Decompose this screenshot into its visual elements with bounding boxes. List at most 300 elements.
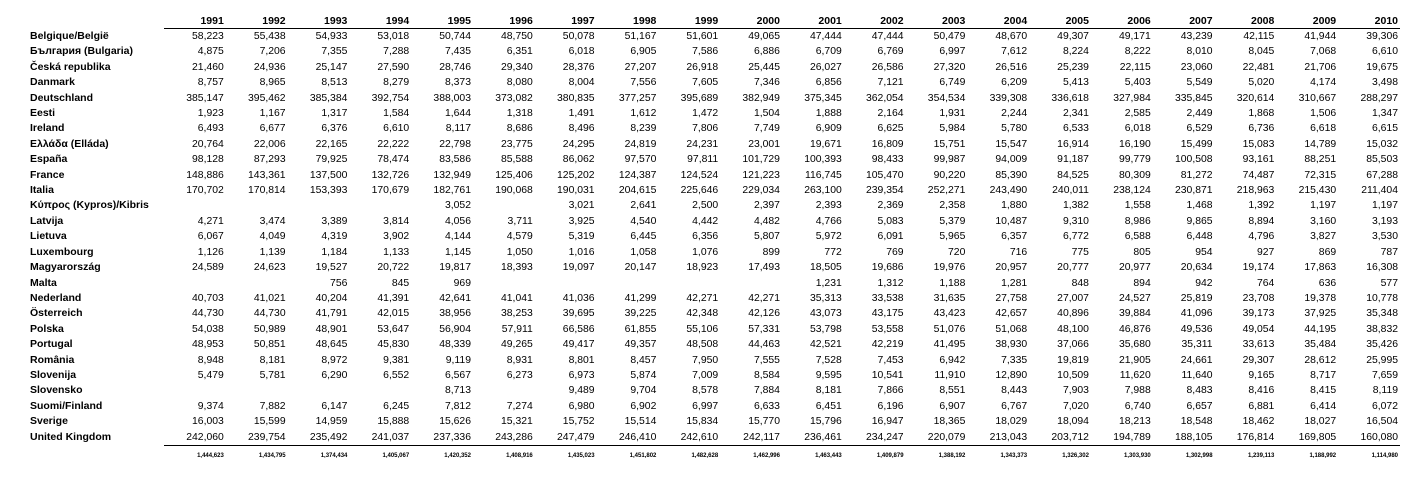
table-cell: 9,489	[568, 385, 595, 397]
table-cell: 50,078	[562, 31, 595, 42]
table-cell: 1,318	[506, 108, 533, 120]
table-cell: 787	[1380, 246, 1398, 258]
table-cell: 239,354	[866, 185, 904, 197]
table-cell: 241,037	[371, 431, 410, 443]
year-header: 2003	[906, 14, 968, 29]
country-name: Slovensko	[30, 384, 83, 397]
table-cell: 7,586	[692, 46, 719, 58]
table-cell: 15,796	[809, 416, 842, 428]
table-cell: 2,358	[939, 200, 966, 212]
table-cell: 15,547	[995, 138, 1028, 150]
table-cell: 16,947	[871, 416, 904, 428]
table-cell: 100,393	[804, 154, 842, 166]
table-cell: 6,625	[877, 123, 904, 135]
table-cell: 33,538	[871, 292, 904, 304]
table-cell: 11,620	[1119, 369, 1151, 381]
table-cell: 220,079	[927, 431, 966, 443]
table-cell: 8,801	[568, 354, 595, 366]
table-cell: 8,239	[630, 123, 657, 135]
table-cell: 764	[1257, 277, 1275, 289]
table-cell: 6,769	[877, 46, 904, 58]
table-cell: 3,902	[383, 231, 410, 243]
table-cell: 373,082	[495, 92, 533, 104]
year-header: 2009	[1276, 14, 1338, 29]
table-cell: 6,196	[877, 400, 904, 412]
table-cell: 31,635	[933, 292, 966, 304]
table-cell: 7,335	[1001, 354, 1028, 366]
table-cell: 27,207	[624, 61, 657, 73]
total-cell: 1,451,802	[597, 445, 659, 466]
table-cell: 1,931	[939, 108, 966, 120]
table-cell: 51,068	[995, 323, 1028, 335]
country-name: Ελλάδα (Elláda)	[30, 137, 109, 150]
table-cell: 5,479	[197, 369, 224, 381]
table-cell: 45,830	[377, 339, 410, 351]
table-cell: 8,513	[321, 77, 348, 89]
table-cell: 382,949	[742, 92, 780, 104]
table-cell: 954	[1195, 246, 1213, 258]
year-header: 2005	[1029, 14, 1091, 29]
country-name: България (Bulgaria)	[30, 45, 134, 58]
year-header: 1999	[658, 14, 720, 29]
table-cell: 19,378	[1304, 292, 1337, 304]
table-cell: 1,188	[939, 277, 966, 289]
total-cell: 1,409,879	[844, 445, 906, 466]
table-cell: 8,415	[1310, 385, 1337, 397]
table-cell: 3,193	[1371, 215, 1398, 227]
table-row	[30, 245, 1400, 260]
table-cell: 845	[391, 277, 410, 289]
table-cell: 16,809	[871, 138, 904, 150]
table-cell: 98,433	[871, 154, 904, 166]
table-cell: 143,361	[248, 169, 286, 181]
table-cell: 6,018	[568, 46, 595, 58]
table-cell: 18,393	[501, 262, 533, 274]
table-cell: 85,390	[995, 169, 1028, 181]
table-cell: 3,052	[444, 200, 471, 212]
table-cell: 121,223	[742, 169, 780, 181]
table-cell: 385,147	[186, 92, 224, 104]
country-name: Česká republika	[30, 60, 111, 73]
table-cell: 50,479	[933, 31, 966, 42]
table-cell: 8,457	[630, 354, 657, 366]
year-header: 2000	[720, 14, 782, 29]
table-cell: 39,306	[1366, 31, 1398, 42]
table-cell: 22,165	[315, 138, 348, 150]
table-cell: 288,297	[1360, 92, 1398, 104]
table-cell: 83,586	[439, 154, 471, 166]
table-cell: 8,972	[321, 354, 348, 366]
table-cell: 39,173	[1242, 308, 1275, 320]
table-cell: 6,290	[321, 369, 348, 381]
table-cell: 49,417	[562, 339, 595, 351]
table-cell: 78,474	[377, 154, 410, 166]
table-cell	[226, 198, 288, 213]
table-row	[30, 183, 1400, 198]
table-cell: 15,834	[686, 416, 719, 428]
year-header: 2004	[967, 14, 1029, 29]
table-cell: 19,819	[1057, 354, 1089, 366]
table-cell: 24,661	[1180, 354, 1213, 366]
table-row	[30, 44, 1400, 59]
table-cell: 43,073	[809, 308, 842, 320]
table-cell: 44,463	[748, 339, 780, 351]
country-name: Österreich	[30, 307, 83, 320]
table-cell: 3,474	[259, 215, 286, 227]
table-cell: 85,503	[1366, 154, 1398, 166]
table-cell: 6,618	[1310, 123, 1337, 135]
table-cell: 7,121	[877, 77, 904, 89]
table-cell: 942	[1195, 277, 1213, 289]
table-cell: 7,903	[1062, 385, 1089, 397]
table-cell: 3,925	[568, 215, 595, 227]
table-cell: 20,147	[624, 262, 657, 274]
table-cell: 49,171	[1118, 31, 1151, 42]
table-cell: 39,695	[562, 308, 595, 320]
table-cell: 1,281	[1001, 277, 1028, 289]
table-cell: 1,139	[259, 246, 286, 258]
table-cell: 26,918	[686, 61, 719, 73]
total-cell: 1,302,998	[1153, 445, 1215, 466]
table-cell: 101,729	[742, 154, 780, 166]
table-cell: 35,348	[1366, 308, 1398, 320]
table-cell: 58,223	[192, 31, 224, 42]
table-cell: 335,845	[1174, 92, 1213, 104]
table-cell: 6,529	[1186, 123, 1213, 135]
table-row	[30, 137, 1400, 152]
table-cell	[226, 276, 288, 291]
table-cell: 243,490	[989, 185, 1028, 197]
table-cell: 19,097	[562, 262, 595, 274]
table-cell: 18,462	[1242, 416, 1275, 428]
table-cell: 160,080	[1360, 431, 1398, 443]
table-cell: 99,779	[1118, 154, 1151, 166]
table-cell: 6,881	[1248, 400, 1275, 412]
table-cell: 6,147	[321, 400, 348, 412]
table-cell: 93,161	[1242, 154, 1275, 166]
table-cell: 20,764	[192, 138, 224, 150]
table-cell: 6,902	[630, 400, 657, 412]
table-cell: 6,072	[1371, 400, 1398, 412]
table-cell: 48,508	[686, 339, 719, 351]
country-name: Ireland	[30, 122, 65, 135]
year-header: 1997	[535, 14, 597, 29]
table-cell: 53,647	[377, 323, 410, 335]
country-name: Italia	[30, 184, 54, 197]
table-cell: 91,187	[1057, 154, 1089, 166]
table-cell: 17,493	[748, 262, 780, 274]
table-cell: 19,686	[871, 262, 904, 274]
table-cell	[164, 198, 226, 213]
table-cell: 203,712	[1051, 431, 1089, 443]
table-cell: 8,010	[1186, 46, 1213, 58]
table-row	[30, 229, 1400, 244]
table-cell: 1,468	[1186, 200, 1213, 212]
table-cell: 24,527	[1118, 292, 1151, 304]
table-cell: 6,980	[568, 400, 595, 412]
table-cell	[473, 276, 535, 291]
table-cell: 51,601	[686, 31, 719, 42]
table-cell: 2,449	[1186, 108, 1213, 120]
table-cell: 39,225	[624, 308, 657, 320]
table-cell: 4,319	[321, 231, 348, 243]
table-cell: 213,043	[989, 431, 1028, 443]
table-cell: 18,094	[1057, 416, 1089, 428]
table-cell: 4,056	[444, 215, 471, 227]
table-cell: 6,209	[1001, 77, 1028, 89]
table-cell: 8,119	[1372, 385, 1398, 397]
table-cell: 125,202	[557, 169, 595, 181]
table-cell: 6,886	[753, 46, 780, 58]
table-cell: 15,321	[501, 416, 533, 428]
table-cell: 10,509	[1057, 369, 1089, 381]
table-cell: 1,558	[1124, 200, 1151, 212]
table-cell: 6,767	[1001, 400, 1028, 412]
table-cell: 16,504	[1366, 416, 1398, 428]
table-cell: 3,530	[1371, 231, 1398, 243]
table-row	[30, 276, 1400, 291]
table-cell: 235,492	[309, 431, 348, 443]
table-cell: 26,586	[871, 61, 904, 73]
table-cell	[288, 198, 350, 213]
table-cell: 1,167	[259, 108, 286, 120]
table-cell: 50,744	[439, 31, 471, 42]
table-cell: 10,778	[1366, 292, 1398, 304]
total-cell: 1,408,916	[473, 445, 535, 466]
table-cell: 7,988	[1124, 385, 1151, 397]
table-cell: 4,540	[630, 215, 657, 227]
table-cell: 6,567	[444, 369, 471, 381]
table-cell: 38,956	[439, 308, 471, 320]
table-row	[30, 383, 1400, 398]
table-cell: 125,406	[495, 169, 533, 181]
total-cell: 1,434,795	[226, 445, 288, 466]
total-cell: 1,388,192	[906, 445, 968, 466]
table-cell: 362,054	[866, 92, 904, 104]
table-cell: 263,100	[804, 185, 842, 197]
country-name: Eesti	[30, 107, 56, 120]
table-cell: 1,058	[630, 246, 657, 258]
table-row	[30, 260, 1400, 275]
table-cell: 6,493	[197, 123, 224, 135]
table-cell: 15,514	[624, 416, 657, 428]
table-cell: 41,036	[562, 292, 595, 304]
table-cell: 242,060	[186, 431, 224, 443]
country-name: Latvija	[30, 214, 64, 227]
table-cell: 8,080	[506, 77, 533, 89]
table-cell: 8,965	[259, 77, 286, 89]
table-cell: 1,888	[815, 108, 842, 120]
country-name: France	[30, 168, 65, 181]
table-cell: 4,174	[1310, 77, 1337, 89]
table-cell: 16,190	[1118, 138, 1151, 150]
table-cell: 7,346	[753, 77, 780, 89]
table-row	[30, 430, 1400, 446]
table-cell: 57,331	[748, 323, 780, 335]
table-cell: 6,588	[1124, 231, 1151, 243]
table-cell: 19,527	[315, 262, 348, 274]
table-cell: 5,549	[1186, 77, 1213, 89]
table-cell: 42,271	[686, 292, 719, 304]
table-cell: 1,133	[383, 246, 410, 258]
table-cell: 49,054	[1242, 323, 1275, 335]
table-cell: 1,016	[568, 246, 595, 258]
table-cell: 54,933	[315, 31, 348, 42]
table-cell: 899	[762, 246, 780, 258]
table-cell: 169,805	[1298, 431, 1337, 443]
table-cell: 14,959	[315, 416, 348, 428]
table-cell: 194,789	[1113, 431, 1151, 443]
table-cell: 41,096	[1180, 308, 1213, 320]
table-cell: 720	[948, 246, 966, 258]
table-cell: 8,004	[568, 77, 595, 89]
country-name: Polska	[30, 322, 64, 335]
table-cell: 4,875	[197, 46, 224, 58]
table-cell: 5,403	[1124, 77, 1151, 89]
table-cell: 99,987	[933, 154, 966, 166]
table-cell: 28,376	[562, 61, 595, 73]
table-cell: 15,032	[1366, 138, 1398, 150]
table-cell: 1,184	[321, 246, 348, 258]
country-name: Lietuva	[30, 230, 67, 243]
table-cell: 18,365	[933, 416, 966, 428]
table-cell: 9,704	[630, 385, 657, 397]
table-cell	[720, 276, 782, 291]
table-cell: 24,295	[562, 138, 595, 150]
table-cell: 124,387	[618, 169, 657, 181]
table-cell: 27,320	[933, 61, 966, 73]
table-row	[30, 368, 1400, 383]
table-cell: 6,091	[877, 231, 904, 243]
year-header: 1992	[226, 14, 288, 29]
table-cell: 6,615	[1371, 123, 1398, 135]
table-row	[30, 198, 1400, 213]
table-cell: 22,006	[253, 138, 286, 150]
table-cell: 42,015	[377, 308, 410, 320]
table-cell: 42,348	[686, 308, 719, 320]
table-cell: 9,310	[1062, 215, 1089, 227]
table-cell: 805	[1133, 246, 1151, 258]
table-cell: 48,901	[315, 323, 348, 335]
table-cell: 98,128	[192, 154, 224, 166]
table-cell: 19,675	[1366, 61, 1398, 73]
table-cell: 24,589	[192, 262, 224, 274]
table-cell: 28,746	[439, 61, 471, 73]
table-cell: 6,552	[383, 369, 410, 381]
table-cell: 41,391	[377, 292, 410, 304]
table-cell: 392,754	[371, 92, 410, 104]
country-name: Portugal	[30, 338, 73, 351]
total-cell: 1,343,373	[967, 445, 1029, 466]
table-cell: 38,832	[1366, 323, 1398, 335]
table-cell: 15,752	[562, 416, 595, 428]
table-cell: 756	[330, 277, 348, 289]
table-cell: 215,430	[1298, 185, 1337, 197]
table-cell: 43,239	[1180, 31, 1213, 42]
table-cell: 42,126	[748, 308, 780, 320]
table-cell: 8,496	[568, 123, 595, 135]
table-cell: 49,357	[624, 339, 657, 351]
table-row	[30, 399, 1400, 414]
table-cell: 21,706	[1304, 61, 1337, 73]
table-cell: 18,923	[686, 262, 719, 274]
year-header: 2001	[782, 14, 844, 29]
table-cell: 5,781	[259, 369, 286, 381]
table-cell: 15,599	[253, 416, 286, 428]
table-cell: 48,750	[501, 31, 533, 42]
table-cell: 6,657	[1186, 400, 1213, 412]
table-cell: 9,595	[815, 369, 842, 381]
table-cell: 3,814	[383, 215, 410, 227]
table-cell: 7,659	[1371, 369, 1398, 381]
table-cell: 8,578	[692, 385, 719, 397]
table-cell: 40,896	[1057, 308, 1089, 320]
table-cell: 5,972	[815, 231, 842, 243]
table-cell: 848	[1071, 277, 1089, 289]
table-cell: 25,819	[1180, 292, 1213, 304]
table-cell: 336,618	[1051, 92, 1089, 104]
table-cell: 97,570	[624, 154, 657, 166]
table-cell: 327,984	[1113, 92, 1151, 104]
table-cell: 4,049	[259, 231, 286, 243]
table-cell: 246,410	[618, 431, 657, 443]
table-cell: 148,886	[186, 169, 224, 181]
table-cell: 1,050	[506, 246, 533, 258]
year-header: 1998	[597, 14, 659, 29]
table-cell: 8,894	[1248, 215, 1275, 227]
table-cell: 375,345	[804, 92, 842, 104]
table-cell: 7,806	[692, 123, 719, 135]
table-cell: 16,308	[1366, 262, 1398, 274]
table-cell: 23,708	[1242, 292, 1275, 304]
table-cell: 22,481	[1242, 61, 1275, 73]
total-cell: 1,326,302	[1029, 445, 1091, 466]
table-cell: 8,045	[1248, 46, 1275, 58]
table-cell: 170,679	[371, 185, 410, 197]
table-cell: 12,890	[995, 369, 1028, 381]
table-cell: 6,533	[1062, 123, 1089, 135]
header-row	[30, 14, 1400, 29]
table-cell: 6,740	[1124, 400, 1151, 412]
table-cell: 41,791	[315, 308, 348, 320]
year-header: 1991	[164, 14, 226, 29]
table-cell: 2,585	[1124, 108, 1151, 120]
table-cell: 1,506	[1310, 108, 1337, 120]
table-cell: 47,444	[871, 31, 904, 42]
table-cell: 775	[1071, 246, 1089, 258]
table-cell: 6,245	[383, 400, 410, 412]
table-cell: 237,336	[433, 431, 471, 443]
table-cell: 9,165	[1248, 369, 1275, 381]
table-cell: 385,384	[309, 92, 348, 104]
table-cell: 4,442	[692, 215, 719, 227]
table-cell: 4,271	[197, 215, 224, 227]
table-cell: 41,944	[1304, 31, 1337, 42]
table-cell: 636	[1318, 277, 1337, 289]
table-cell: 6,351	[506, 46, 533, 58]
table-cell: 33,613	[1242, 339, 1275, 351]
table-cell: 44,730	[253, 308, 286, 320]
country-name: Slovenija	[30, 368, 77, 381]
table-cell: 969	[453, 277, 471, 289]
table-cell: 35,313	[809, 292, 842, 304]
table-cell: 16,003	[192, 416, 224, 428]
table-cell: 23,001	[748, 138, 780, 150]
table-cell: 8,713	[444, 385, 471, 397]
table-cell: 7,555	[753, 354, 780, 366]
table-row	[30, 306, 1400, 321]
table-cell: 79,925	[315, 154, 348, 166]
